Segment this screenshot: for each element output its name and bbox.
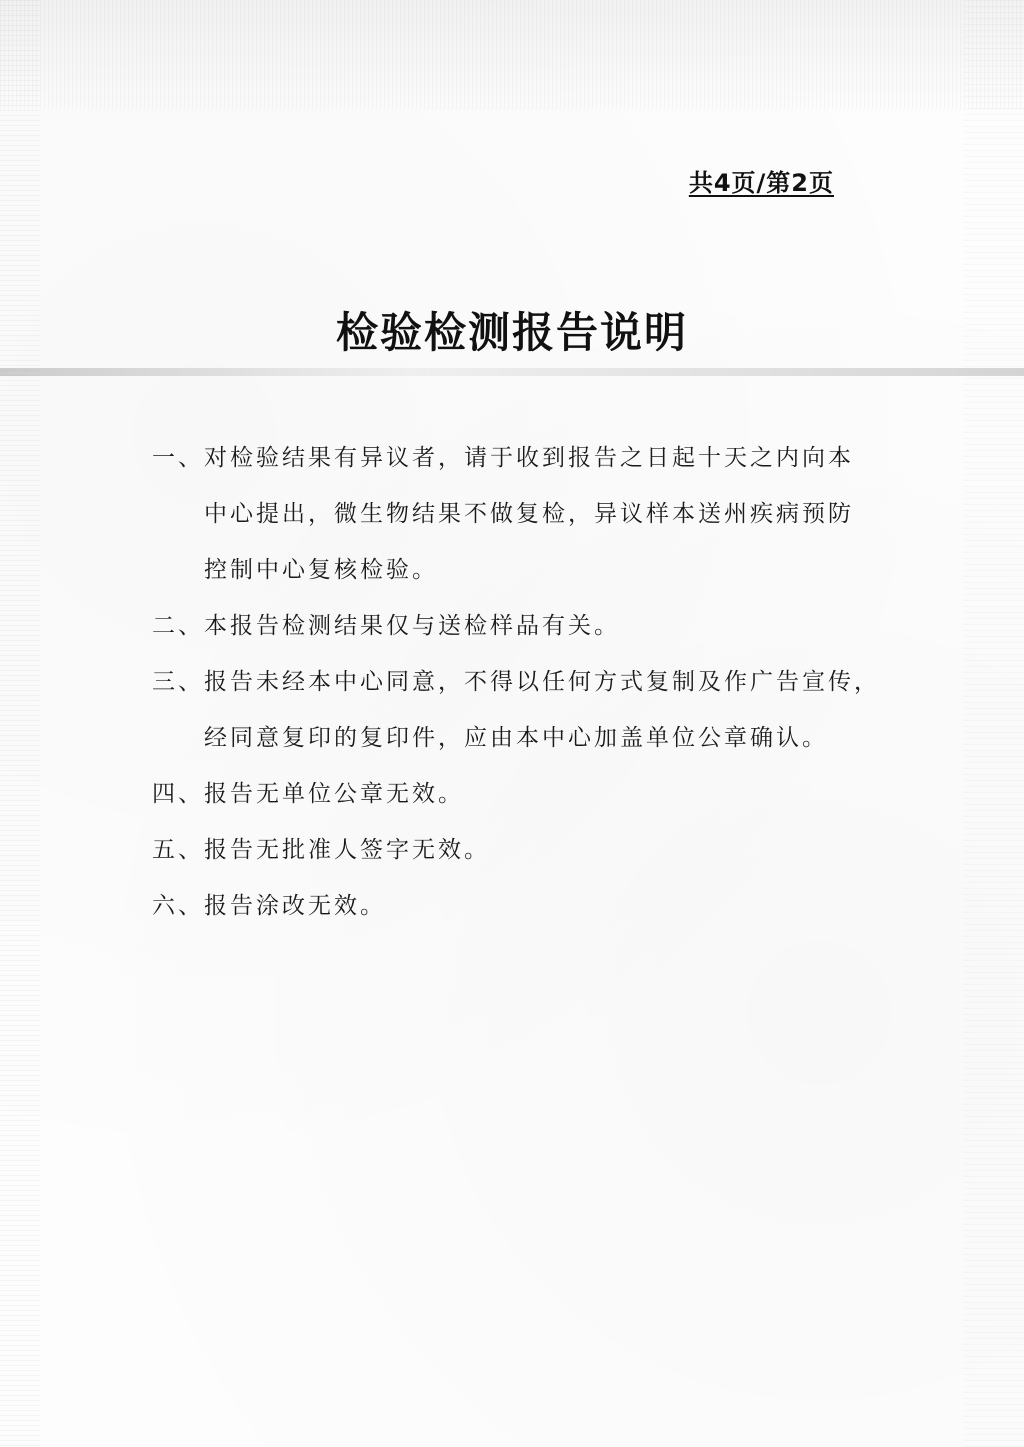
note-line: 控制中心复核检验。 (204, 557, 438, 583)
note-line: 本报告检测结果仅与送检样品有关。 (204, 613, 620, 639)
note-line: 报告无批准人签字无效。 (204, 837, 490, 863)
note-number: 五、 (152, 837, 204, 863)
scan-noise-top (0, 0, 1024, 110)
note-number: 一、 (152, 445, 204, 471)
note-text (204, 766, 892, 822)
note-item-3 (152, 654, 892, 766)
notes-list (152, 430, 892, 934)
note-number: 六、 (152, 893, 204, 919)
scan-noise-right (964, 0, 1024, 1447)
note-item-6 (152, 878, 892, 934)
note-number: 二、 (152, 613, 204, 639)
note-text (204, 598, 892, 654)
note-item-1 (152, 430, 892, 598)
note-item-2 (152, 598, 892, 654)
page-indicator: 共4页/第2页 (688, 169, 834, 197)
note-line: 中心提出，微生物结果不做复检，异议样本送州疾病预防 (204, 501, 854, 527)
scan-bleed-strip (0, 368, 1024, 376)
note-text (204, 430, 892, 598)
note-number: 三、 (152, 669, 204, 695)
note-line: 报告无单位公章无效。 (204, 781, 464, 807)
note-text (204, 822, 892, 878)
document-title: 检验检测报告说明 (335, 308, 688, 357)
note-line: 对检验结果有异议者，请于收到报告之日起十天之内向本 (204, 445, 854, 471)
note-item-5 (152, 822, 892, 878)
note-line: 经同意复印的复印件，应由本中心加盖单位公章确认。 (204, 725, 828, 751)
note-text (204, 878, 892, 934)
note-text (204, 654, 892, 766)
note-line: 报告未经本中心同意，不得以任何方式复制及作广告宣传， (204, 669, 880, 695)
note-line: 报告涂改无效。 (204, 893, 386, 919)
scan-noise-left (0, 0, 40, 1447)
note-item-4 (152, 766, 892, 822)
note-number: 四、 (152, 781, 204, 807)
